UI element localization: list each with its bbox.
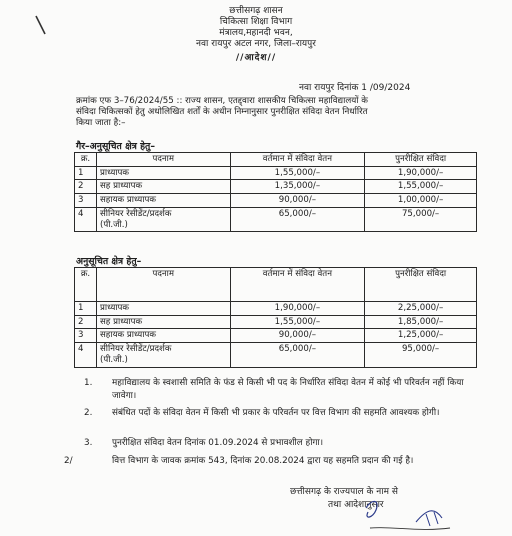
office-address: नवा रायपुर अटल नगर, जिला–रायपुर <box>196 39 316 49</box>
paragraph-2 <box>64 455 480 485</box>
post-cell: सह प्राध्यापक <box>96 315 230 329</box>
revised-salary-cell: 75,000/– <box>365 207 477 231</box>
revised-salary-cell: 1,55,000/– <box>365 180 477 194</box>
sno-cell: 4 <box>75 343 97 367</box>
revised-salary-header: पुनरीक्षित संविदा <box>365 268 477 302</box>
post-cell <box>96 343 230 367</box>
current-salary-cell: 1,35,000/– <box>230 180 365 194</box>
post-cell: सहायक प्राध्यापक <box>96 194 230 208</box>
intro-line: संविदा चिकित्सकों हेतु अधोलिखित शर्तों के अधीन निम्नानुसार पुनरीक्षित संविदा वेतन निर्धारित <box>76 106 368 117</box>
post-line: (पी.जी.) <box>99 219 128 230</box>
condition-item <box>84 377 480 407</box>
current-salary-cell: 65,000/– <box>230 207 365 231</box>
revised-salary-header: पुनरीक्षित संविदा <box>365 153 477 167</box>
table-row <box>75 343 477 367</box>
post-cell: सहायक प्राध्यापक <box>96 329 230 343</box>
sno-cell: 4 <box>75 207 97 231</box>
post-header: पदनाम <box>96 268 230 302</box>
post-cell: सह प्राध्यापक <box>96 180 230 194</box>
revised-salary-cell: 95,000/– <box>365 343 477 367</box>
current-salary-cell: 90,000/– <box>230 194 365 208</box>
handwritten-signature <box>330 496 470 536</box>
revised-salary-cell: 1,90,000/– <box>365 166 477 180</box>
current-salary-cell: 1,55,000/– <box>230 166 365 180</box>
sno-cell: 3 <box>75 194 97 208</box>
post-line: (पी.जी.) <box>99 354 128 365</box>
post-line: सीनियर रेसीडेंट/प्रदर्शक <box>99 344 172 355</box>
sno-cell: 3 <box>75 329 97 343</box>
table-row <box>75 194 477 208</box>
intro-line: किया जाता है:– <box>76 117 126 128</box>
current-salary-header: वर्तमान में संविदा वेतन <box>230 153 365 167</box>
revised-salary-cell: 1,85,000/– <box>365 315 477 329</box>
sno-header: क्र. <box>75 268 97 302</box>
office-building: मंत्रालय,महानदी भवन, <box>219 28 293 38</box>
table-row <box>75 315 477 329</box>
table-header-row <box>75 153 477 167</box>
condition-text: संबंधित पदों के संविदा वेतन में किसी भी प्रकार के परिवर्तन पर वित्त विभाग की सहमति आवश्यक होगी। <box>112 408 440 418</box>
sno-cell: 1 <box>75 166 97 180</box>
condition-number: 1. <box>84 378 93 388</box>
paragraph-text: वित्त विभाग के जावक क्रमांक 543, दिनांक 20.08.2024 द्वारा यह सहमति प्रदान की गई है। <box>112 456 414 466</box>
sno-cell: 2 <box>75 315 97 329</box>
post-header: पदनाम <box>96 153 230 167</box>
department-name: चिकित्सा शिक्षा विभाग <box>219 17 293 27</box>
intro-line: क्रमांक एफ 3–76/2024/55 :: राज्य शासन, एतद्द्वारा शासकीय चिकित्सा महाविद्यालयों के <box>76 96 368 106</box>
table-row <box>75 166 477 180</box>
order-title: //आदेश// <box>235 53 277 63</box>
table-row <box>75 180 477 194</box>
post-cell: प्राध्यापक <box>96 166 230 180</box>
table-row <box>75 207 477 231</box>
revised-salary-cell: 1,00,000/– <box>365 194 477 208</box>
post-cell: प्राध्यापक <box>96 302 230 316</box>
non-scheduled-table <box>74 152 477 232</box>
sno-cell: 1 <box>75 302 97 316</box>
order-intro <box>76 96 476 129</box>
signature-line: तथा आदेशानुसार <box>328 500 384 510</box>
non-scheduled-title: गैर–अनुसूचित क्षेत्र हेतु– <box>76 141 155 152</box>
current-salary-cell: 90,000/– <box>230 329 365 343</box>
condition-item <box>84 407 480 437</box>
post-cell <box>96 207 230 231</box>
paragraph-number: 2/ <box>64 456 73 466</box>
revised-salary-cell: 1,25,000/– <box>365 329 477 343</box>
signature-line: छत्तीसगढ़ के राज्यपाल के नाम से <box>290 487 398 497</box>
condition-number: 3. <box>84 438 93 448</box>
pen-mark <box>34 14 48 38</box>
table-row <box>75 302 477 316</box>
order-date: नवा रायपुर दिनांक 1 /09/2024 <box>299 83 411 93</box>
scheduled-title: अनुसूचित क्षेत्र हेतु– <box>76 256 142 267</box>
current-salary-cell: 1,55,000/– <box>230 315 365 329</box>
revised-salary-cell: 2,25,000/– <box>365 302 477 316</box>
government-name: छत्तीसगढ़ शासन <box>229 6 283 16</box>
table-row <box>75 329 477 343</box>
post-line: सीनियर रेसीडेंट/प्रदर्शक <box>99 208 172 219</box>
condition-number: 2. <box>84 408 93 418</box>
condition-text: पुनरीक्षित संविदा वेतन दिनांक 01.09.2024 से प्रभावशील होगा। <box>112 438 324 448</box>
sno-header: क्र. <box>75 153 97 167</box>
condition-item <box>84 437 480 452</box>
current-salary-cell: 65,000/– <box>230 343 365 367</box>
condition-text: महाविद्यालय के स्वशासी समिति के फंड से किसी भी पद के निर्धारित संविदा वेतन में कोई भी परिवर्तन नहीं किया जावेगा। <box>112 378 464 401</box>
sno-cell: 2 <box>75 180 97 194</box>
table-header-row <box>75 268 477 302</box>
current-salary-header: वर्तमान में संविदा वेतन <box>230 268 365 302</box>
current-salary-cell: 1,90,000/– <box>230 302 365 316</box>
scheduled-table <box>74 267 477 368</box>
